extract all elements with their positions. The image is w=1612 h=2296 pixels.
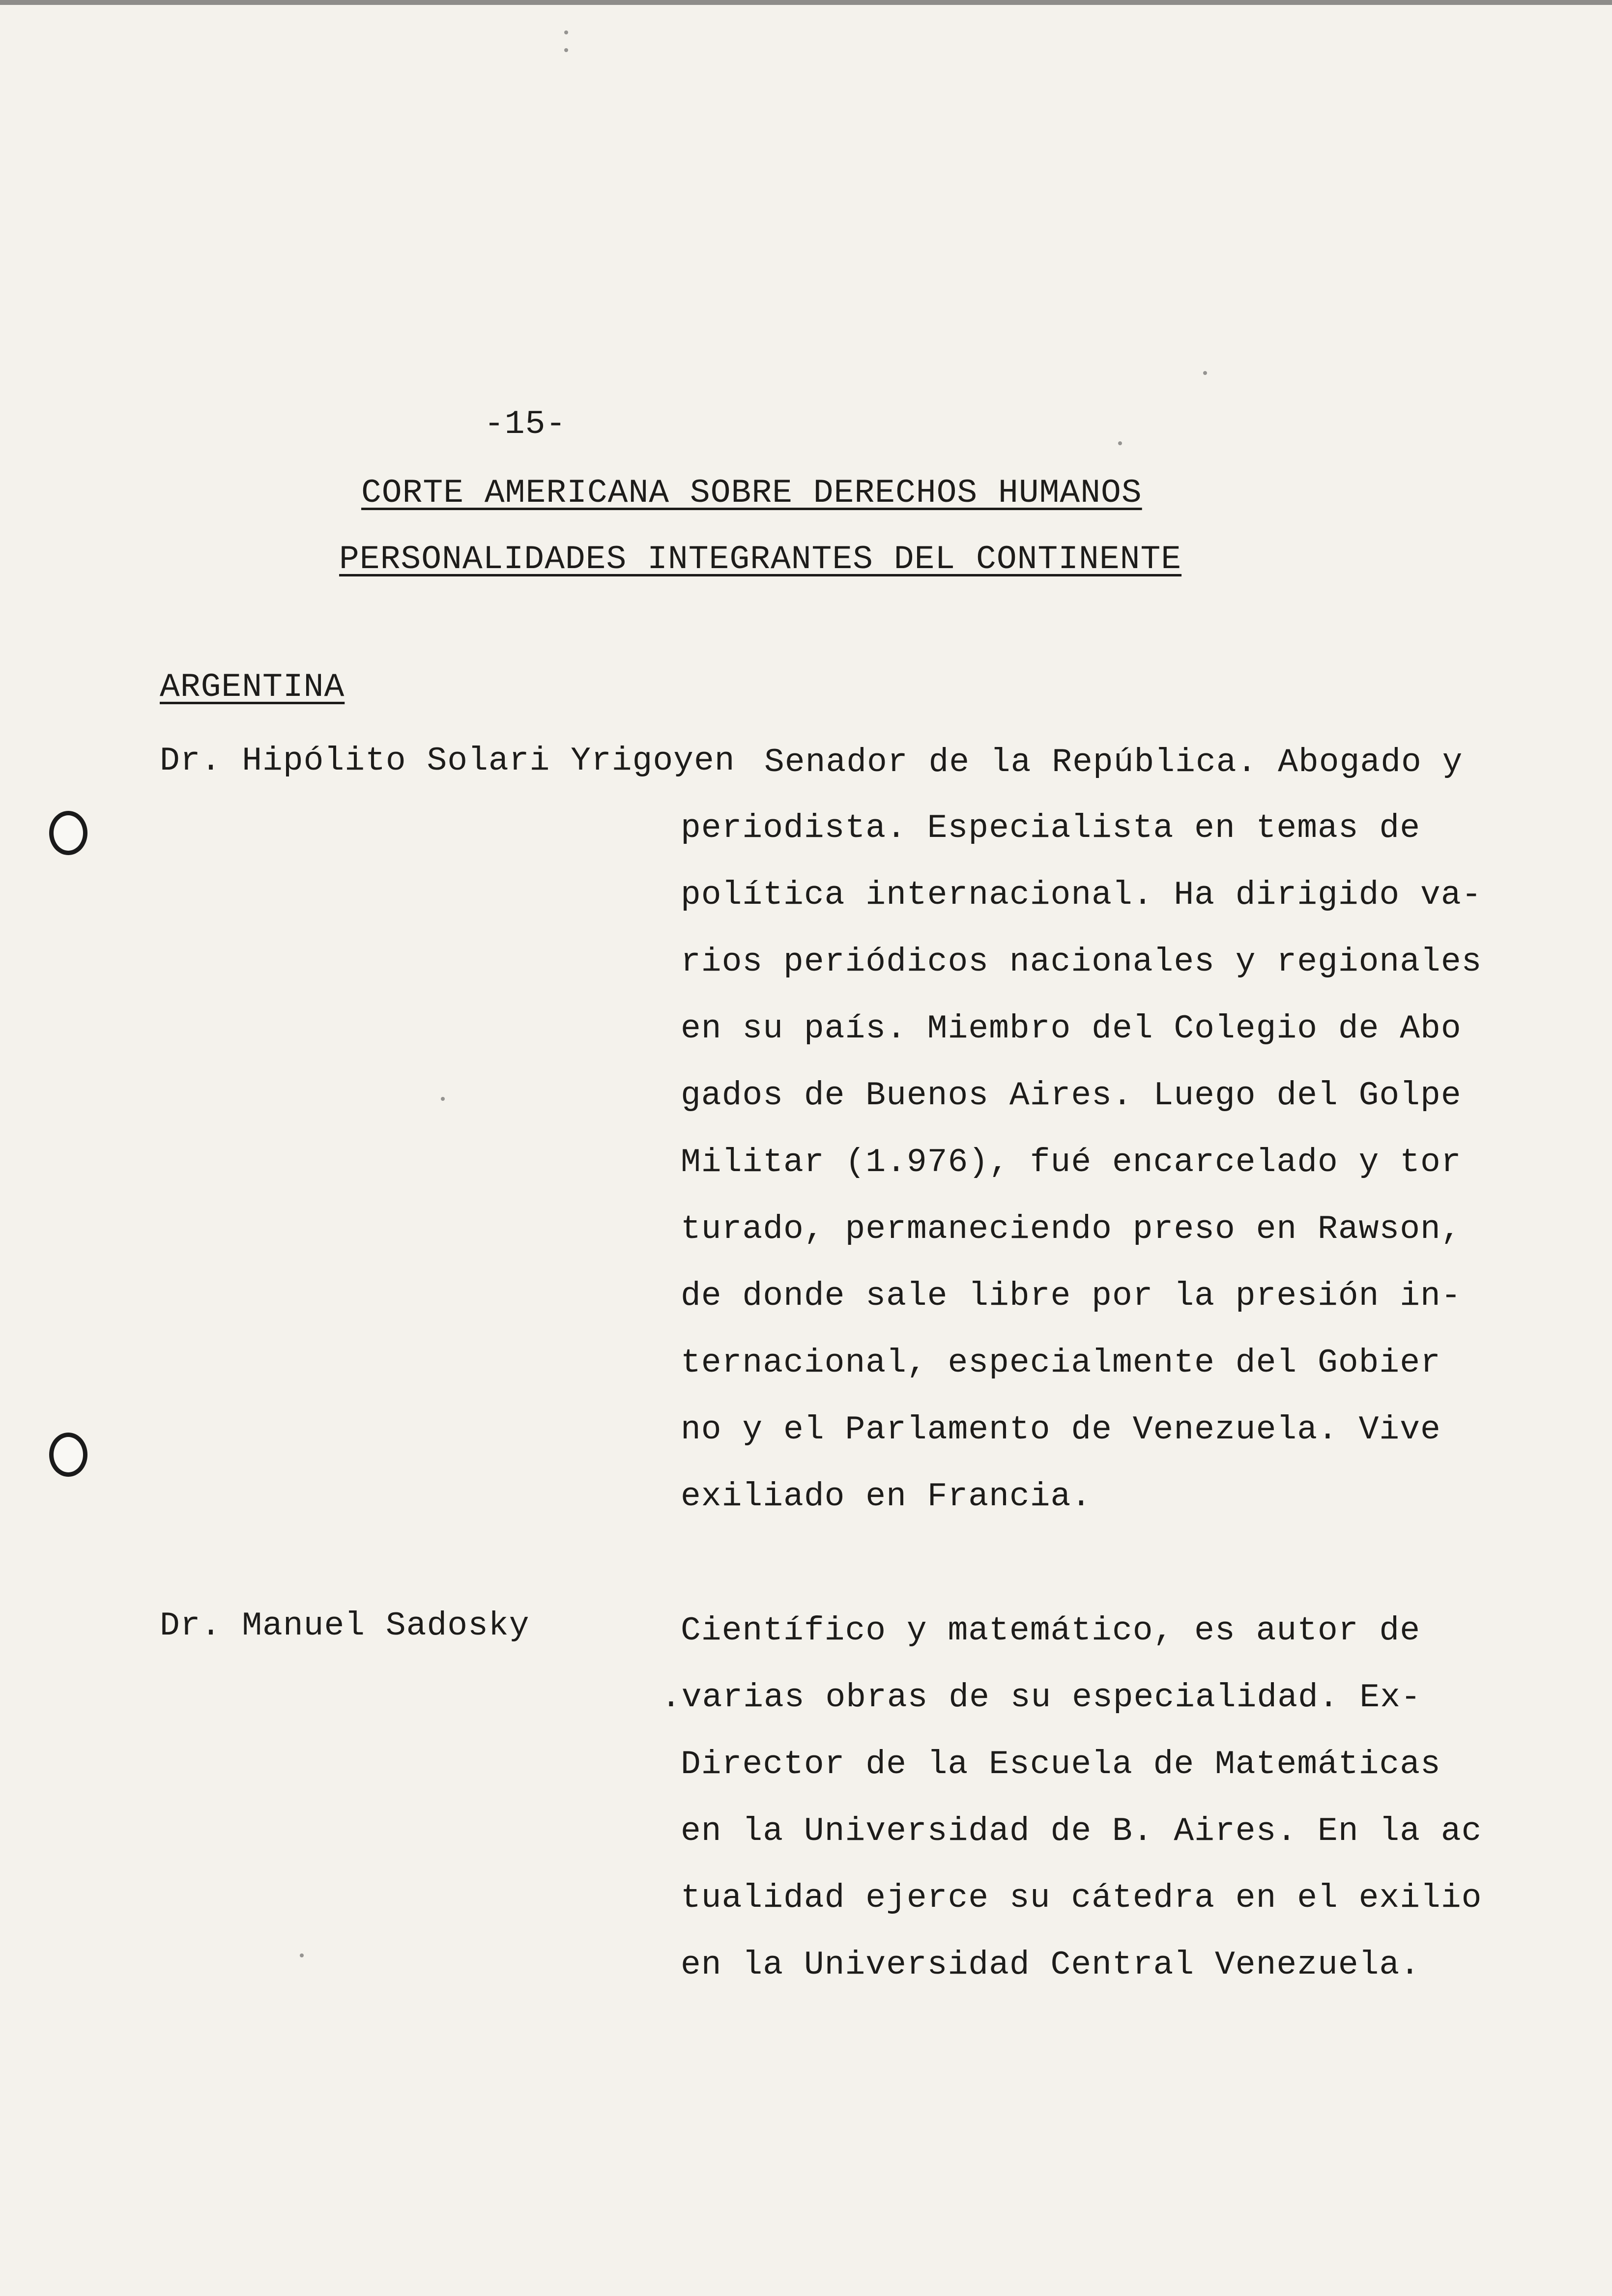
punch-hole-bottom — [49, 1433, 87, 1477]
person-name: Dr. Hipólito Solari Yrigoyen — [160, 742, 735, 780]
bio-line: rios periódicos nacionales y regionales — [681, 943, 1482, 981]
bio-line: ternacional, especialmente del Gobier — [681, 1344, 1441, 1382]
page-number: -15- — [484, 405, 567, 443]
bio-line: periodista. Especialista en temas de — [681, 809, 1421, 847]
paper-speck — [441, 1097, 445, 1101]
country-heading: ARGENTINA — [160, 668, 345, 706]
document-title: CORTE AMERICANA SOBRE DERECHOS HUMANOS — [361, 474, 1142, 512]
document-subtitle: PERSONALIDADES INTEGRANTES DEL CONTINENTE — [339, 541, 1182, 578]
paper-speck — [1118, 441, 1122, 445]
bio-line: tualidad ejerce su cátedra en el exilio — [681, 1879, 1482, 1917]
bio-line: gados de Buenos Aires. Luego del Golpe — [681, 1077, 1462, 1115]
bio-line: en la Universidad de B. Aires. En la ac — [681, 1812, 1482, 1850]
bio-line: de donde sale libre por la presión in- — [681, 1277, 1462, 1315]
bio-line: Militar (1.976), fué encarcelado y tor — [681, 1144, 1462, 1181]
bio-line: Científico y matemático, es autor de — [681, 1612, 1421, 1650]
paper-speck — [564, 48, 568, 52]
bio-line: en su país. Miembro del Colegio de Abo — [681, 1010, 1462, 1048]
paper-speck — [300, 1953, 304, 1957]
punch-hole-top — [49, 811, 87, 855]
paper-speck — [564, 30, 568, 34]
bio-line: política internacional. Ha dirigido va- — [681, 876, 1482, 914]
paper-speck — [1203, 371, 1207, 375]
bio-line: exiliado en Francia. — [681, 1478, 1092, 1516]
bio-line: en la Universidad Central Venezuela. — [681, 1946, 1421, 1984]
bio-line: Senador de la República. Abogado y — [764, 744, 1463, 781]
bio-line: .varias obras de su especialidad. Ex- — [661, 1679, 1421, 1717]
person-name: Dr. Manuel Sadosky — [160, 1607, 530, 1645]
page-top-edge — [0, 0, 1612, 5]
bio-line: no y el Parlamento de Venezuela. Vive — [681, 1411, 1441, 1449]
bio-line: turado, permaneciendo preso en Rawson, — [681, 1210, 1462, 1248]
bio-line: Director de la Escuela de Matemáticas — [681, 1746, 1441, 1783]
